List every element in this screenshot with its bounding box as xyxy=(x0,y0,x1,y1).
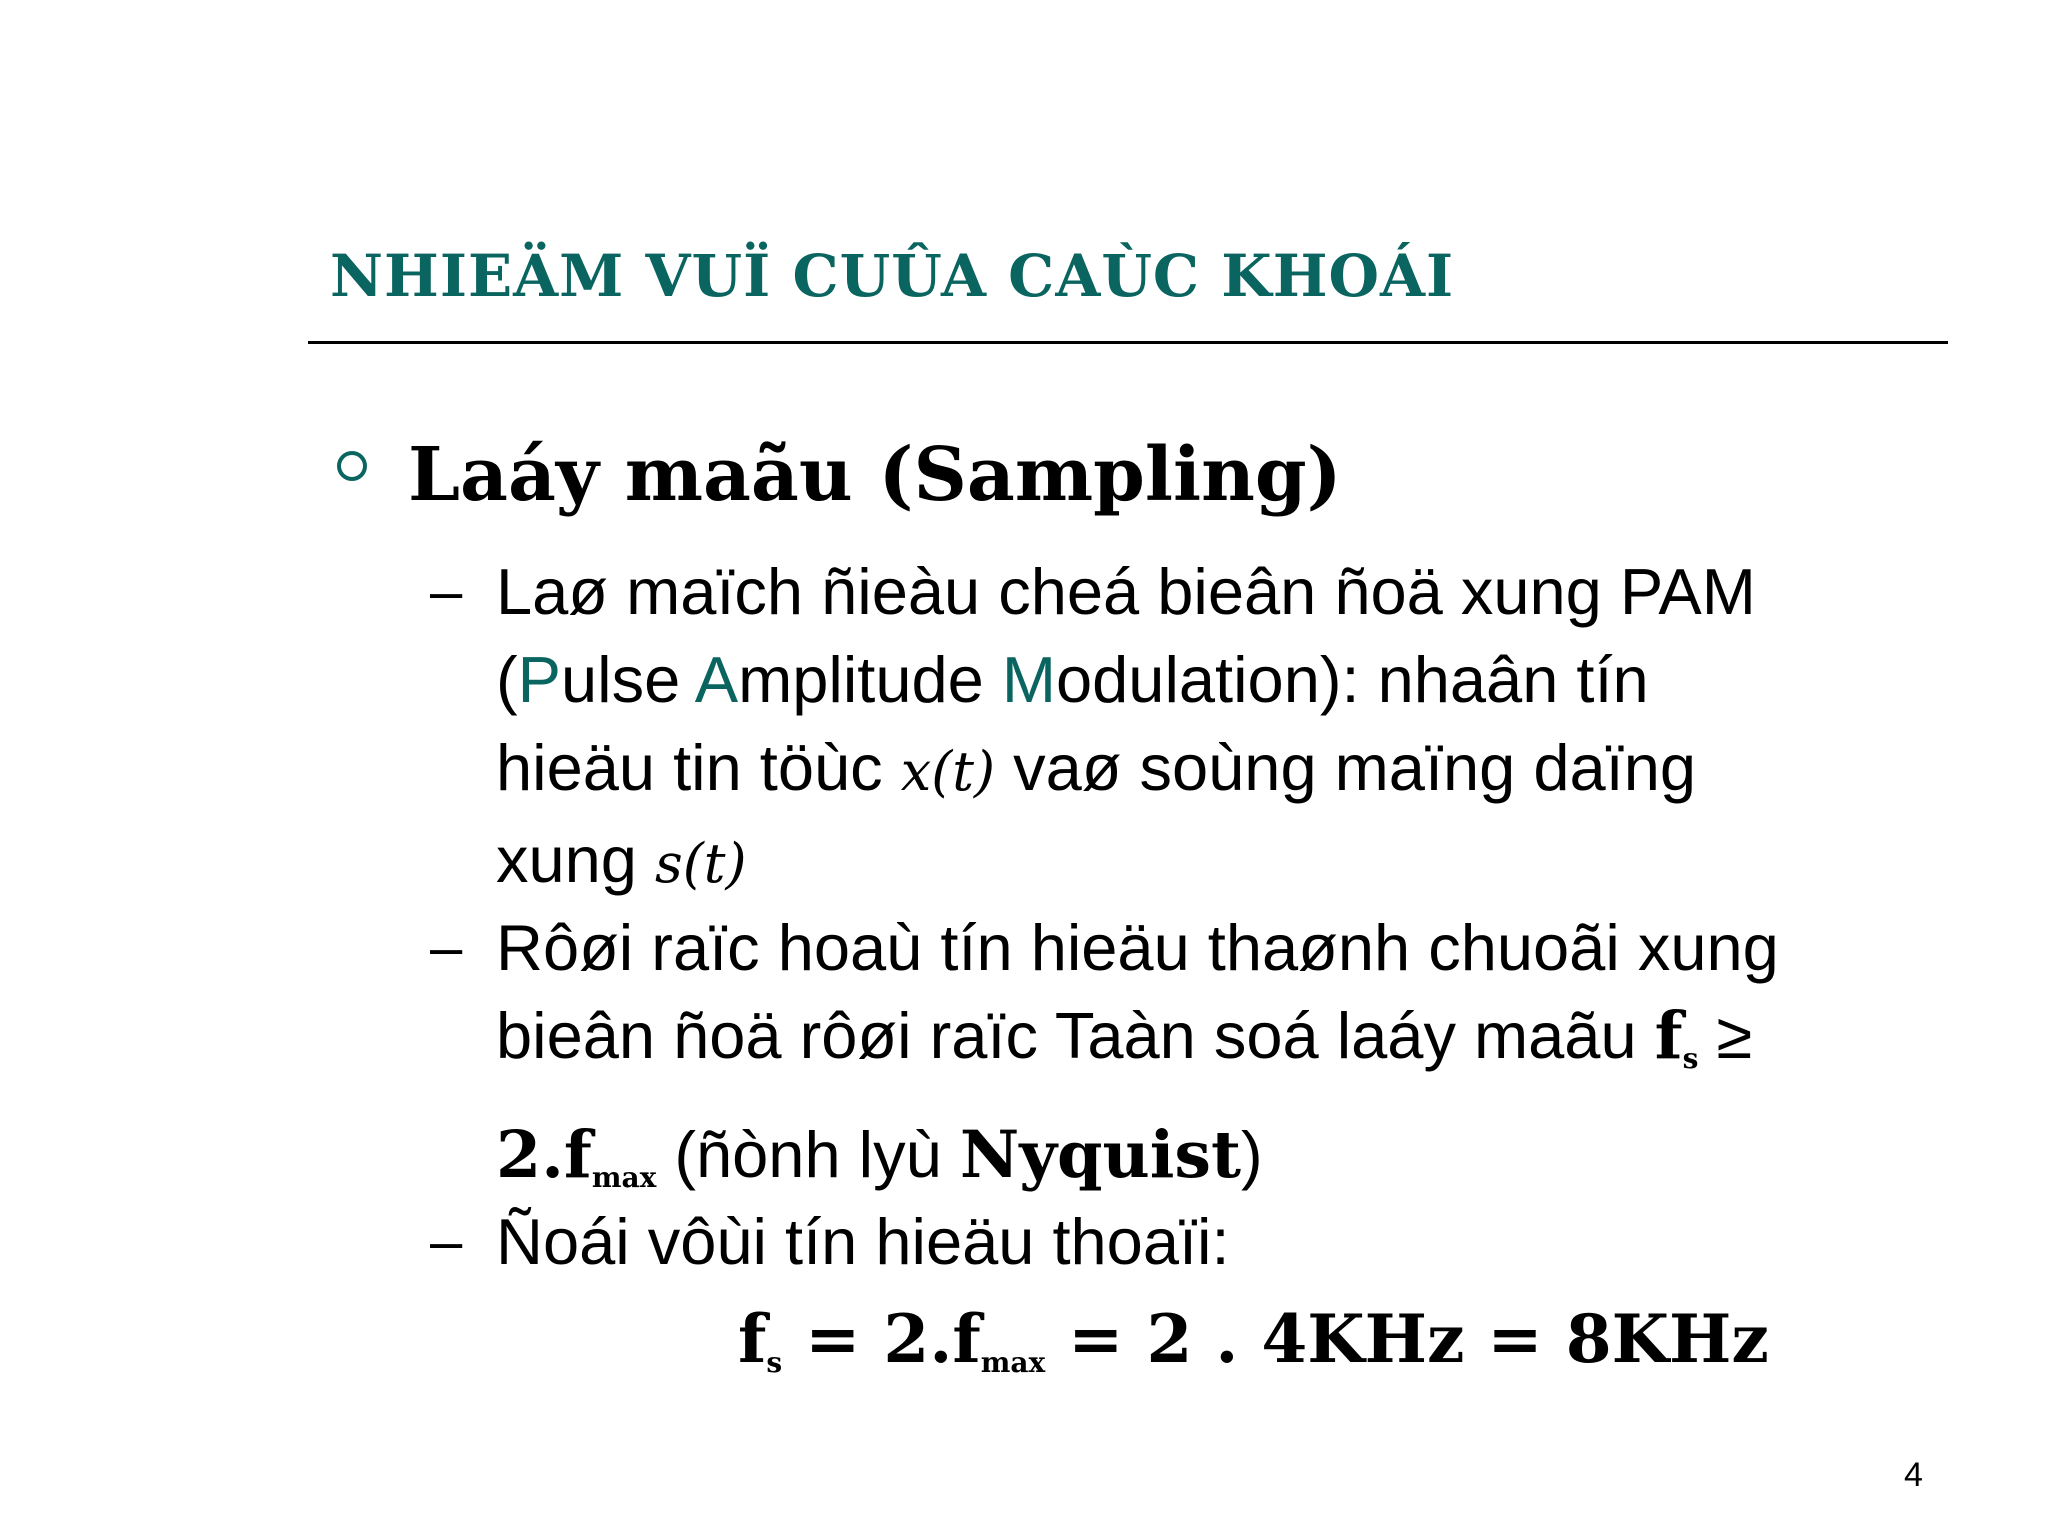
open-paren: ( xyxy=(496,643,518,716)
subscript-max: max xyxy=(591,1160,657,1194)
acronym-m: M xyxy=(1001,643,1056,716)
dash-bullet-1: – xyxy=(430,559,463,624)
subscript-s: s xyxy=(1682,1041,1699,1075)
text-dinh-ly: (ñònh lyù xyxy=(656,1117,960,1191)
symbol-s-t: s(t) xyxy=(655,832,747,895)
circle-bullet-icon xyxy=(337,451,367,481)
sampling-formula xyxy=(738,1300,1769,1379)
greater-equal-sign: ≥ xyxy=(1698,999,1753,1072)
dash-bullet-2: – xyxy=(430,915,463,980)
text-odulation: odulation): nhaân tín xyxy=(1056,643,1649,716)
dash-bullet-3: – xyxy=(430,1209,463,1274)
section-heading: Laáy maãu (Sampling) xyxy=(408,432,1342,518)
item1-line3 xyxy=(496,724,1916,816)
bullet-item-3 xyxy=(496,1198,1916,1286)
title-divider xyxy=(308,341,1948,344)
formula-f: f xyxy=(738,1300,767,1378)
item2-line2 xyxy=(496,992,1916,1103)
text-vao: vaø soùng maïng daïng xyxy=(995,731,1697,804)
slide-title: NHIEÄM VUÏ CUÛA CAÙC KHOÁI xyxy=(330,242,1455,310)
item2-line1: Rôøi raïc hoaù tín hieäu thaønh chuoãi xung xyxy=(496,911,1779,984)
nyquist-term: Nyquist xyxy=(959,1116,1242,1193)
item1-line1: Laø maïch ñieàu cheá bieân ñoä xung PAM xyxy=(496,555,1756,628)
formula-mid: = 2.f xyxy=(782,1300,981,1378)
formula-result: = 2 . 4KHz = 8KHz xyxy=(1045,1300,1769,1378)
text-bien-do: bieân ñoä rôøi raïc Taàn soá laáy maãu xyxy=(496,999,1655,1072)
symbol-2f: 2.f xyxy=(496,1116,592,1193)
page-number: 4 xyxy=(1904,1456,1923,1494)
formula-sub-max: max xyxy=(980,1345,1046,1379)
bullet-item-2 xyxy=(496,904,1916,1222)
acronym-p: P xyxy=(517,643,562,716)
text-hieau: hieäu tin töùc xyxy=(496,731,901,804)
formula-sub-s: s xyxy=(766,1345,783,1379)
close-paren: ) xyxy=(1241,1117,1263,1191)
acronym-a: A xyxy=(694,643,739,716)
text-mplitude: mplitude xyxy=(738,643,1002,716)
item1-line4 xyxy=(496,816,1916,908)
symbol-x-t: x(t) xyxy=(900,740,996,803)
bullet-item-1 xyxy=(496,548,1916,908)
item3-line1: Ñoái vôùi tín hieäu thoaïi: xyxy=(496,1205,1230,1278)
item1-line2 xyxy=(496,636,1916,724)
text-xung: xung xyxy=(496,823,656,896)
text-ulse: ulse xyxy=(561,643,695,716)
symbol-f: f xyxy=(1654,998,1683,1074)
